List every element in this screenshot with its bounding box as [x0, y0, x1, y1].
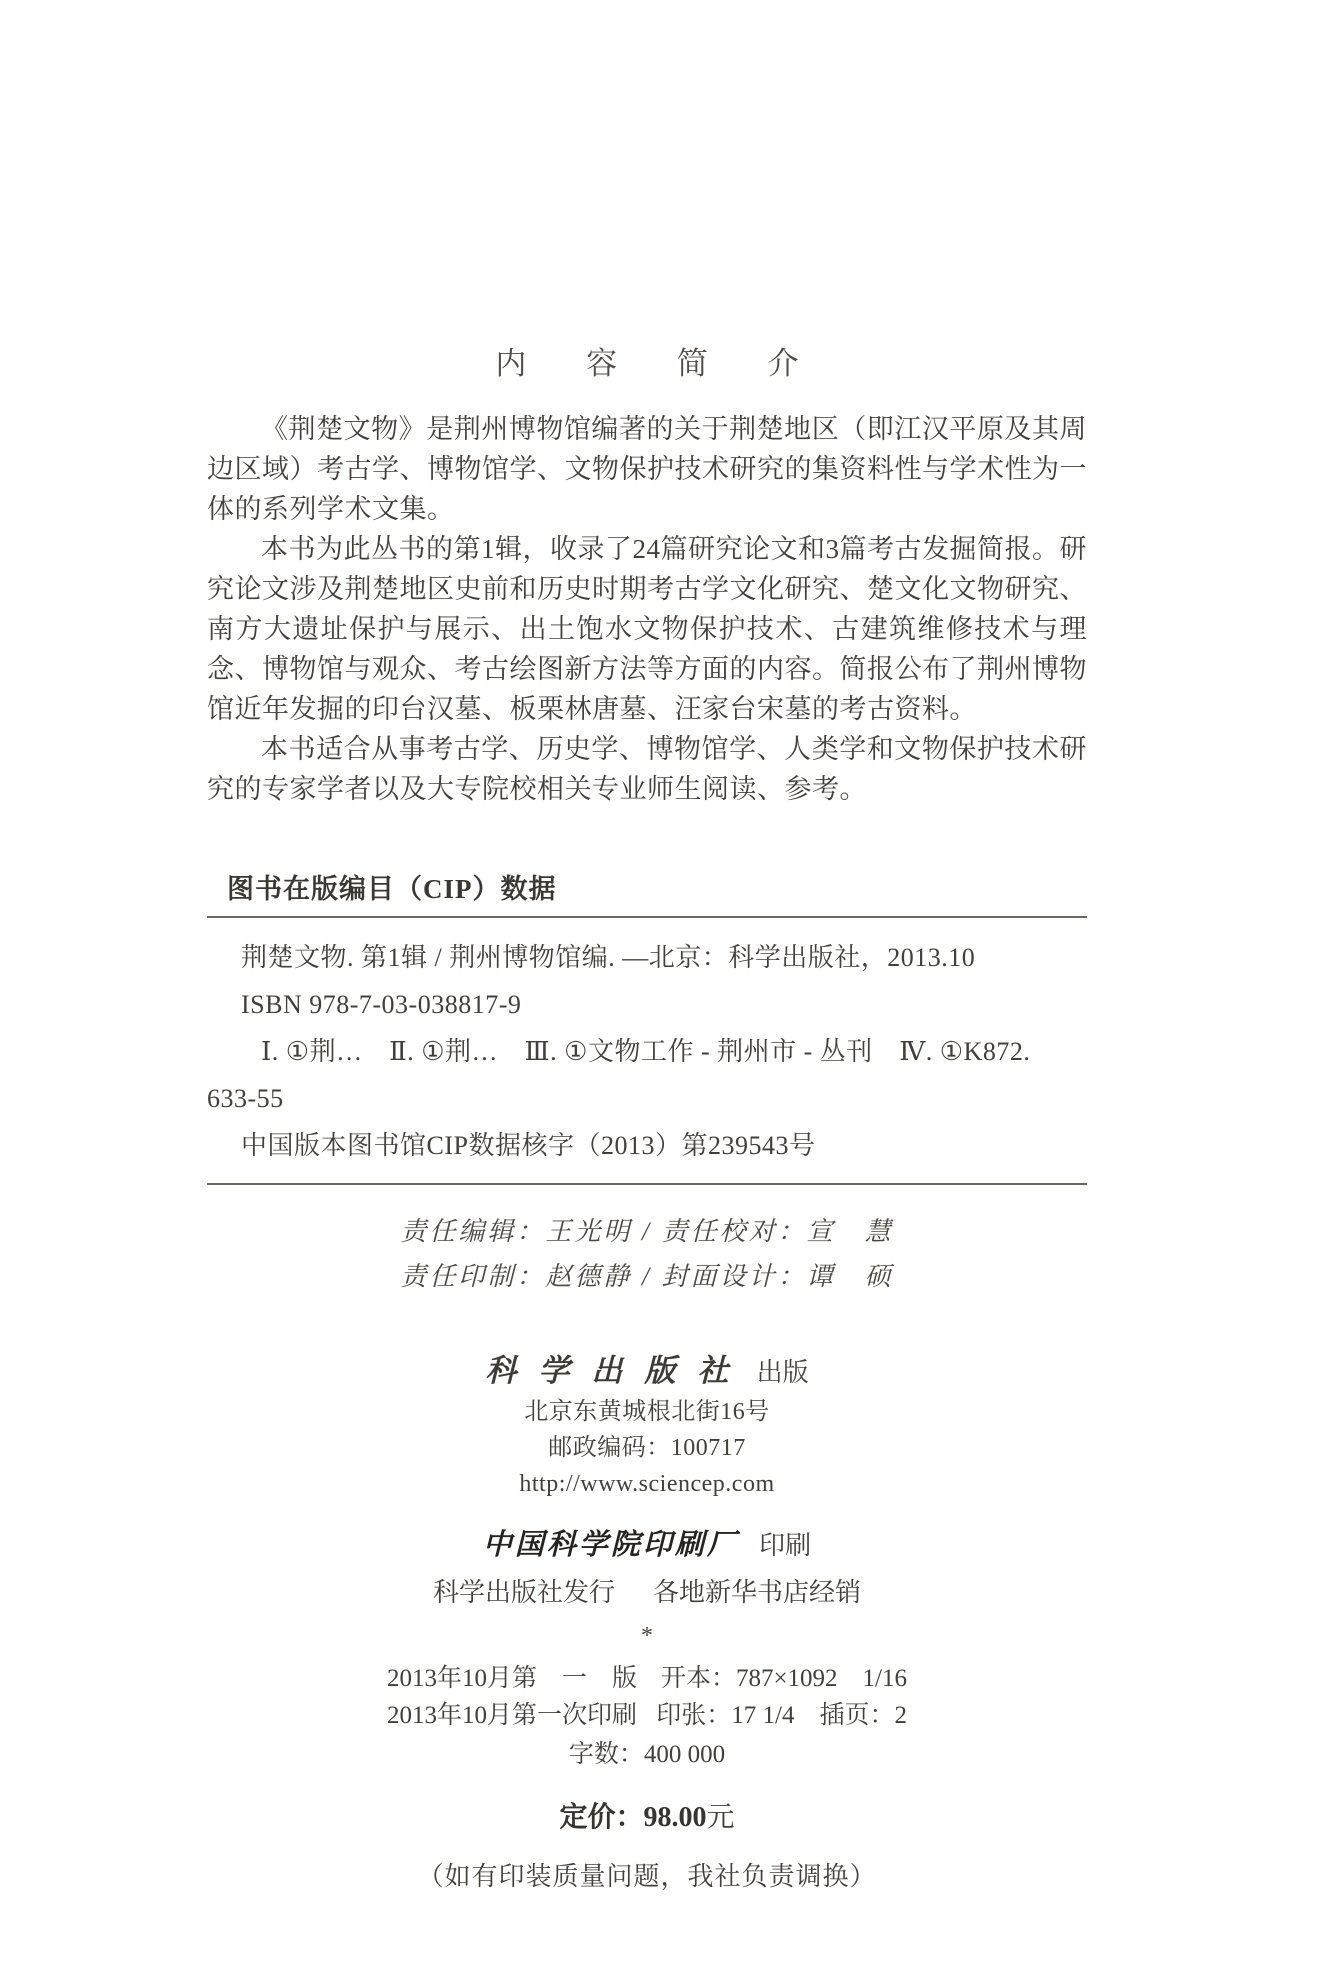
format-spec: 开本：787×1092 1/16: [660, 1665, 907, 1692]
credit-editors-line: 责任编辑：王光明 / 责任校对：宣 慧: [400, 1217, 894, 1246]
distribution-line: [207, 1572, 1087, 1614]
printer-role-label: 印刷: [759, 1531, 812, 1560]
publisher-website: http://www.sciencep.com: [519, 1471, 775, 1497]
cip-section: [207, 867, 1087, 1185]
intro-paragraph-3: 本书适合从事考古学、历史学、博物馆学、人类学和文物保护技术研究的专家学者以及大专院校相关专业师生阅读、参考。: [207, 734, 1087, 804]
word-count: 字数：400 000: [568, 1741, 726, 1768]
colophon: [207, 1351, 1087, 1896]
distribution-bookstores: 各地新华书店经销: [653, 1578, 862, 1607]
sheets-inserts-spec: 印张：17 1/4 插页：2: [656, 1702, 907, 1729]
quality-notice: （如有印装质量问题，我社负责调换）: [417, 1862, 877, 1891]
printer-name-calligraphy: 中国科学院印刷厂: [482, 1529, 739, 1561]
section-separator-star: *: [641, 1623, 653, 1649]
page-content-column: [207, 0, 1087, 1922]
edition-row-2: [387, 1697, 907, 1734]
cip-header: 图书在版编目（CIP）数据: [227, 874, 557, 904]
cip-isbn-line: ISBN 978-7-03-038817-9: [241, 990, 522, 1019]
cip-title-line: 荆楚文物. 第1辑 / 荆州博物馆编. —北京：科学出版社，2013.10: [241, 943, 976, 972]
distribution-publisher: 科学出版社发行: [432, 1578, 615, 1607]
price-line: [207, 1798, 1087, 1838]
price-unit: 元: [706, 1802, 735, 1833]
credit-print-design-line: 责任印制：赵德静 / 封面设计：谭 硕: [400, 1262, 894, 1291]
cip-divider-bottom: [207, 1183, 1087, 1185]
publisher-address: 北京东黄城根北街16号: [524, 1399, 770, 1425]
printer-line: [207, 1524, 1087, 1568]
publisher-name-calligraphy: 科学出版社: [485, 1353, 751, 1388]
publisher-line: [207, 1351, 1087, 1394]
intro-title: 内 容 简 介: [495, 346, 825, 381]
publisher-postcode: 邮政编码：100717: [548, 1435, 746, 1461]
edition-date: 2013年10月第 一 版: [387, 1665, 638, 1692]
cip-record-number: 中国版本图书馆CIP数据核字（2013）第239543号: [241, 1131, 816, 1160]
price-value: 定价：98.00: [559, 1802, 707, 1833]
cip-divider-top: [207, 916, 1087, 918]
staff-credits: [207, 1209, 1087, 1299]
cip-classification-continuation: 633-55: [207, 1084, 284, 1113]
publisher-role-label: 出版: [756, 1358, 809, 1387]
edition-info-block: [387, 1660, 907, 1734]
edition-row-1: [387, 1660, 907, 1697]
printing-date: 2013年10月第一次印刷: [387, 1702, 638, 1729]
cip-classification-line: Ⅰ. ①荆… Ⅱ. ①荆… Ⅲ. ①文物工作 - 荆州市 - 丛刊 Ⅳ. ①K872.: [261, 1037, 1031, 1066]
intro-paragraph-1: 《荆楚文物》是荆州博物馆编著的关于荆楚地区（即江汉平原及其周边区域）考古学、博物馆学、文物保护技术研究的集资料性与学术性为一体的系列学术文集。: [207, 414, 1087, 524]
intro-paragraph-2: 本书为此丛书的第1辑，收录了24篇研究论文和3篇考古发掘简报。研究论文涉及荆楚地区史前和历史时期考古学文化研究、楚文化文物研究、南方大遗址保护与展示、出土饱水文物保护技术、古建筑维修技术与理念、博物馆与观众、考古绘图新方法等方面的内容。简报公布了荆州博物馆近年发掘的印台汉墓、板栗林唐墓、汪家台宋墓的考古资料。: [207, 534, 1087, 724]
